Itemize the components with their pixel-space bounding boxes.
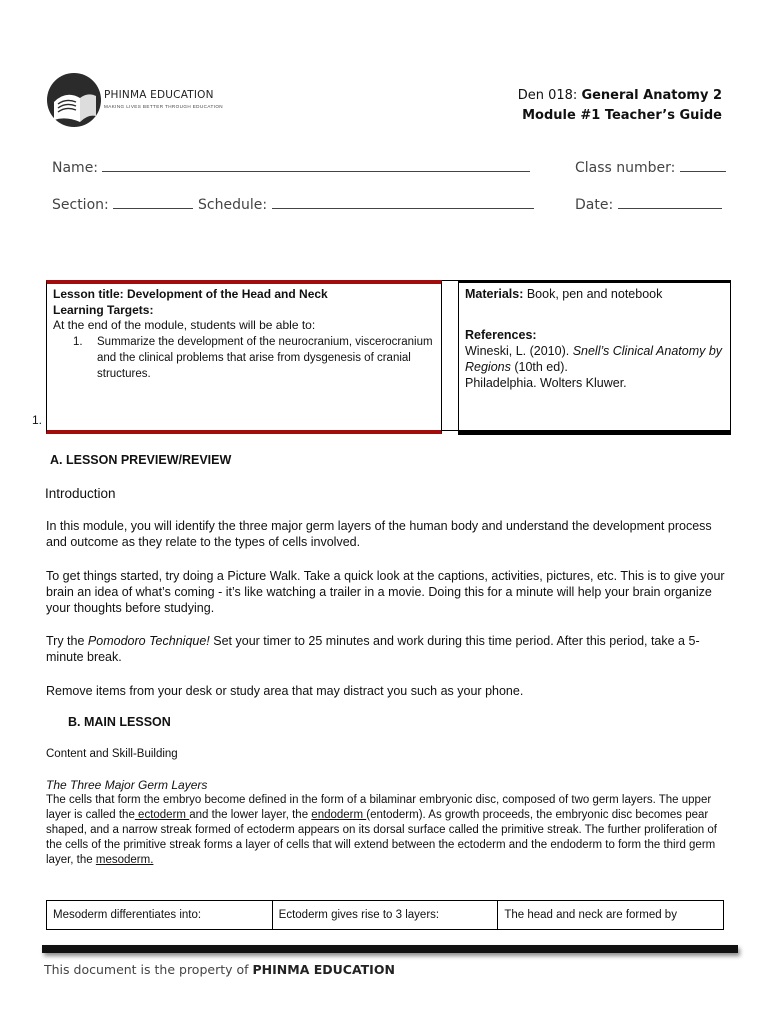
- date-blank[interactable]: [618, 195, 722, 209]
- section-blank[interactable]: [113, 195, 193, 209]
- materials-label: Materials:: [465, 287, 524, 301]
- reference-publisher: Philadelphia. Wolters Kluwer.: [465, 376, 627, 390]
- target-text: Summarize the development of the neurocranium, viscerocranium and the clinical problems that arise from dysgenesis of cranial structures.: [97, 335, 433, 380]
- intro-paragraph-3: [46, 633, 726, 665]
- germ-text-3: (entoderm). As growth proceeds, the embryonic disc becomes pear shaped, and a narrow streak formed of ectoderm appears on its dorsal surface called the primitive streak. The further proliferation of the cells of the primitive streak forms a layer of cells that will extend between the ectoderm and the endoderm to form the third germ layer, the: [46, 809, 717, 866]
- footer-text: [44, 962, 395, 977]
- reference-entry: [465, 343, 724, 375]
- course-code: Den 018:: [517, 88, 582, 103]
- logo-name: PHINMA EDUCATION: [104, 89, 214, 101]
- table-header-head-neck: The head and neck are formed by: [504, 909, 677, 921]
- table-gap-cell: [442, 280, 458, 431]
- logo-emblem-icon: [46, 72, 102, 128]
- germ-layer-table: [46, 900, 724, 930]
- class-number-label: Class number:: [575, 160, 676, 176]
- table-header-ectoderm: Ectoderm gives rise to 3 layers:: [273, 901, 499, 929]
- table-header-mesoderm: Mesoderm differentiates into:: [47, 901, 273, 929]
- references-label: References:: [465, 328, 537, 342]
- schedule-field: [198, 195, 534, 213]
- topic-title: The Three Major Germ Layers: [46, 778, 208, 792]
- target-item: [53, 334, 435, 382]
- reference-edition: (10th ed).: [510, 360, 568, 374]
- term-ectoderm: ectoderm: [134, 809, 190, 821]
- class-number-blank[interactable]: [680, 158, 726, 172]
- introduction-heading: Introduction: [45, 486, 116, 501]
- intro-paragraph-1: In this module, you will identify the three major germ layers of the human body and understand the development process and outcome as they relate to the types of cells involved.: [46, 519, 712, 549]
- term-mesoderm: mesoderm.: [95, 854, 154, 866]
- lesson-box: [46, 280, 442, 434]
- p3-post: Set your timer to 25 minutes and work during this time period. After this period, take a 5-minute break.: [46, 634, 700, 664]
- footer-bar: [42, 945, 738, 953]
- germ-text-1: The cells that form the embryo become defined in the form of a bilaminar embryonic disc, composed of two germ layers. The upper layer is called the: [46, 794, 712, 821]
- name-label: Name:: [52, 160, 99, 176]
- intro-paragraph-4: Remove items from your desk or study area that may distract you such as your phone.: [46, 684, 524, 698]
- logo-tagline: MAKING LIVES BETTER THROUGH EDUCATION: [104, 104, 224, 109]
- content-subheading: Content and Skill-Building: [46, 748, 178, 760]
- section-label: Section:: [52, 197, 109, 213]
- module-title: Module #1 Teacher’s Guide: [522, 108, 722, 123]
- learning-targets-label: Learning Targets:: [53, 302, 154, 317]
- target-number: 1.: [73, 335, 83, 348]
- section-b-heading: B. MAIN LESSON: [68, 715, 171, 729]
- section-a-heading: A. LESSON PREVIEW/REVIEW: [50, 453, 232, 467]
- stray-list-number: 1.: [32, 413, 43, 427]
- class-number-field: [575, 158, 726, 176]
- course-header: [518, 86, 722, 126]
- targets-intro: At the end of the module, students will be able to:: [53, 318, 316, 332]
- name-blank[interactable]: [102, 158, 530, 172]
- schedule-blank[interactable]: [272, 195, 534, 209]
- lesson-title: Lesson title: Development of the Head and Neck: [53, 287, 328, 301]
- phinma-logo: [46, 70, 226, 130]
- schedule-label: Schedule:: [198, 197, 268, 213]
- reference-title: Snell’s Clinical Anatomy by Regions: [465, 344, 723, 374]
- intro-paragraph-2: To get things started, try doing a Picture Walk. Take a quick look at the captions, activities, pictures, etc. This is to give your brain an idea of what’s coming - it’s like watching a trailer in a movie. Doing this for a minute will help your brain organize your thoughts before studying.: [46, 569, 725, 615]
- term-endoderm: endoderm: [311, 809, 367, 821]
- reference-author: Wineski, L. (2010).: [465, 344, 573, 358]
- germ-text-2: and the lower layer, the: [189, 809, 312, 821]
- germ-layers-paragraph: [46, 793, 726, 868]
- footer-owner: PHINMA EDUCATION: [252, 962, 395, 977]
- name-field: [52, 158, 530, 176]
- p3-pre: Try the: [46, 634, 88, 648]
- date-label: Date:: [575, 197, 614, 213]
- materials-box: [458, 280, 731, 435]
- date-field: [575, 195, 722, 213]
- materials-text: Book, pen and notebook: [523, 287, 663, 301]
- course-title: General Anatomy 2: [581, 88, 722, 103]
- pomodoro-technique: Pomodoro Technique!: [87, 634, 210, 648]
- section-field: [52, 195, 193, 213]
- footer-pre: This document is the property of: [44, 962, 253, 977]
